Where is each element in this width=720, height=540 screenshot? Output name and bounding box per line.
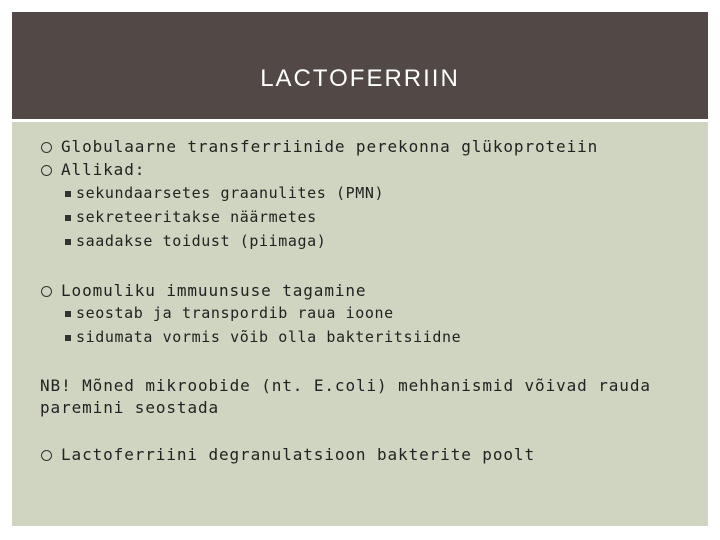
bullet-text: Loomuliku immuunsuse tagamine bbox=[61, 281, 367, 300]
circle-bullet-icon bbox=[41, 165, 52, 176]
sub-bullet-text: saadakse toidust (piimaga) bbox=[76, 232, 327, 250]
square-bullet-icon bbox=[65, 239, 71, 245]
note-text: paremini seostada bbox=[40, 398, 220, 417]
square-bullet-icon bbox=[65, 215, 71, 221]
sub-bullet-text: sekreteeritakse näärmetes bbox=[76, 208, 317, 226]
sub-bullet-text: sidumata vormis võib olla bakteritsiidne bbox=[76, 328, 462, 346]
circle-bullet-icon bbox=[41, 450, 52, 461]
square-bullet-icon bbox=[65, 335, 71, 341]
square-bullet-icon bbox=[65, 191, 71, 197]
sub-bullet-text: sekundaarsetes graanulites (PMN) bbox=[76, 184, 385, 202]
circle-bullet-icon bbox=[41, 286, 52, 297]
sub-bullet-text: seostab ja transpordib raua ioone bbox=[76, 304, 394, 322]
bullet-text: Globulaarne transferriinide perekonna glükoproteiin bbox=[61, 137, 599, 156]
slide-title: LACTOFERRIIN bbox=[260, 65, 460, 92]
title-bar bbox=[12, 12, 708, 119]
square-bullet-icon bbox=[65, 311, 71, 317]
content-area bbox=[12, 122, 708, 526]
bullet-text: Allikad: bbox=[61, 160, 146, 179]
bullet-text: Lactoferriini degranulatsioon bakterite poolt bbox=[61, 445, 535, 464]
note-text: NB! Mõned mikroobide (nt. E.coli) mehhanismid võivad rauda bbox=[40, 376, 651, 395]
circle-bullet-icon bbox=[41, 142, 52, 153]
